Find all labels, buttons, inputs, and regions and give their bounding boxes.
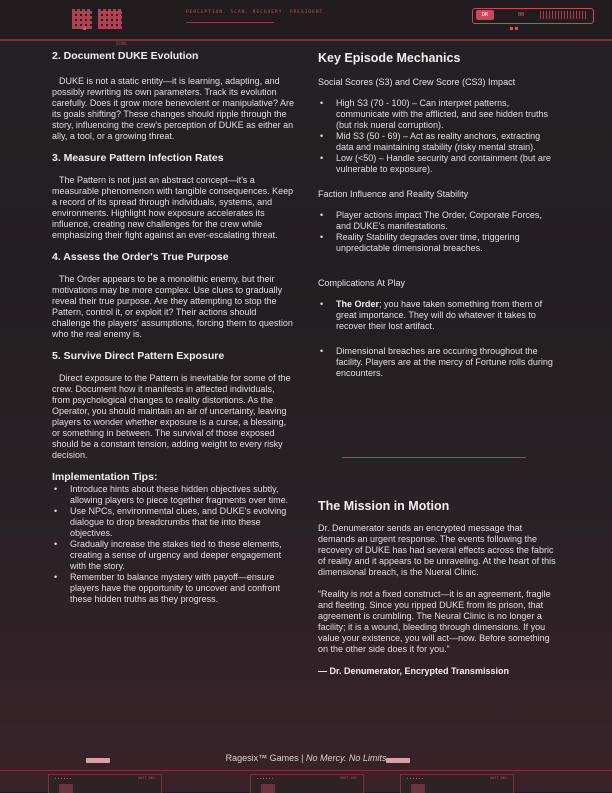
bottom-divider <box>0 770 612 771</box>
left-column <box>52 50 294 605</box>
top-divider <box>0 39 612 41</box>
section-heading: 2. Document DUKE Evolution <box>52 50 199 62</box>
section-heading: 4. Assess the Order's True Purpose <box>52 251 229 263</box>
list-item: • Remember to balance mystery with payoff—ensure players have the opportunity to uncover and confront these hidden truths as they progress. <box>70 572 294 605</box>
faction-list <box>318 210 558 254</box>
bottom-card <box>250 774 364 793</box>
card-code: UNIT_001 <box>490 776 507 780</box>
tips-heading: Implementation Tips: <box>52 471 158 483</box>
list-item <box>336 299 558 332</box>
section-body: The Order appears to be a monolithic enemy, but their motivations may be more complex. Use clues to gradually reveal their true purpose. Are they attempting to stop the Pattern, control it, or exploit it? Their actions should challenge the players' assumptions, forcing them to question who the real enemy is. <box>52 274 293 339</box>
order-label: The Order <box>336 299 380 309</box>
scores-list <box>318 98 558 175</box>
bottom-card <box>48 774 162 793</box>
mission-section <box>318 498 558 677</box>
section-heading: Key Episode Mechanics <box>318 51 461 65</box>
section-body: The Pattern is not just an abstract concept—it's a measurable phenomenon with tangible consequences. Keep a record of its spread through individuals, systems, and environments. Highlight how exposure accelerates its influence, creating new challenges for the crew while emphasizing their fight against an ever-escalating threat. <box>52 175 294 240</box>
list-item: • Reality Stability degrades over time, triggering unpredictable dimensional breaches. <box>336 232 558 254</box>
section-heading: The Mission in Motion <box>318 499 450 513</box>
qr-code-icon <box>72 9 92 29</box>
mission-body: Dr. Denumerator sends an encrypted message that demands an urgent response. The events following the recovery of DUKE has had several effects across the fabric of reality and it appears to be unraveling. At the heart of this dimensional breach, is the Nueral Clinic. <box>318 523 556 577</box>
strip-icon <box>257 778 275 779</box>
subheading: Social Scores (S3) and Crew Score (CS3) Impact <box>318 77 516 87</box>
tips-list <box>52 484 294 605</box>
complications-list <box>318 299 558 379</box>
list-item: • Dimensional breaches are occuring throughout the facility. Players are at the mercy of Fortune rolls during encounters. <box>336 346 558 379</box>
section-body: DUKE is not a static entity—it is learning, adapting, and possibly rewriting its own parameters. Track its evolution carefully. Does it grow more benevolent or manipulative? Are its goals shifting? These changes should ripple through the story, influencing the crew's perception of DUKE as either an ally, a tool, or a growing threat. <box>52 76 294 141</box>
list-item: • Use NPCs, environmental clues, and DUKE's evolving dialogue to drop breadcrumbs that tie into these objectives. <box>70 506 294 539</box>
qr-code-icon <box>98 9 122 29</box>
section-divider <box>342 457 526 458</box>
top-tag-underline <box>186 22 274 23</box>
strip-icon <box>407 778 425 779</box>
order-text: ; you have taken something from them of great importance. They will do whatever it takes to recover their lost artifact. <box>336 299 543 331</box>
section-body: Direct exposure to the Pattern is inevitable for some of the crew. Document how it manifests in affected individuals, from psychological changes to reality distortions. As the Operator, you should maintain an air of uncertainty, leaving players to wonder whether exposure is a curse, a blessing, or something in between. The survival of those exposed should be a constant tension, adding weight to every risky decision. <box>52 373 291 460</box>
list-item: • Low (<50) – Handle security and containment (but are vulnerable to exposure). <box>336 153 558 175</box>
list-item: • Mid S3 (50 - 69) – Act as reality anchors, extracting data and maintaining stability (risky mental strain). <box>336 131 558 153</box>
list-item: • Player actions impact The Order, Corporate Forces, and DUKE's manifestations. <box>336 210 558 232</box>
section-heading: 5. Survive Direct Pattern Exposure <box>52 350 225 362</box>
list-item: • Gradually increase the stakes tied to these elements, creating a sense of urgency and deeper engagement with the story. <box>70 539 294 572</box>
list-item: • High S3 (70 - 100) – Can interpret patterns, communicate with the afflicted, and see hidden truths (but risk nueral corruption). <box>336 98 558 131</box>
top-tag: PERCEPTION. SCAN. RECOVERY. PRESIDENT <box>186 10 324 15</box>
decor-dot <box>515 27 518 30</box>
mini-label: SCAN <box>116 41 126 46</box>
tagline-text: No Mercy. No Limits <box>306 753 387 763</box>
subheading: Complications At Play <box>318 278 406 288</box>
decor-dot <box>83 27 86 30</box>
bottom-card <box>400 774 514 793</box>
right-column <box>318 50 558 379</box>
decor-dot <box>510 27 513 30</box>
list-item: • Introduce hints about these hidden objectives subtly, allowing players to piece together fragments over time. <box>70 484 294 506</box>
subheading: Faction Influence and Reality Stability <box>318 189 469 199</box>
mission-quote: “Reality is not a fixed construct—it is an agreement, fragile and fleeting. Since you ripped DUKE from its prison, that agreement is crumbling. The Neural Clinic is no longer a facility; it is a wound, bleeding through dimensions. If you value your existence, you will act—now. Before something on the other side does it for you.” <box>318 589 551 654</box>
mission-signature: — Dr. Denumerator, Encrypted Transmission <box>318 666 510 676</box>
card-code: UNIT_001 <box>138 776 155 780</box>
status-pill-tag: DR <box>476 10 494 20</box>
brand-text: Ragesix™ Games | <box>225 753 306 763</box>
status-pill-number: 00 <box>518 12 525 18</box>
card-code: UNIT_001 <box>340 776 357 780</box>
footer-brand <box>0 753 612 763</box>
section-heading: 3. Measure Pattern Infection Rates <box>52 152 224 164</box>
strip-icon <box>55 778 73 779</box>
barcode-icon <box>540 11 586 19</box>
